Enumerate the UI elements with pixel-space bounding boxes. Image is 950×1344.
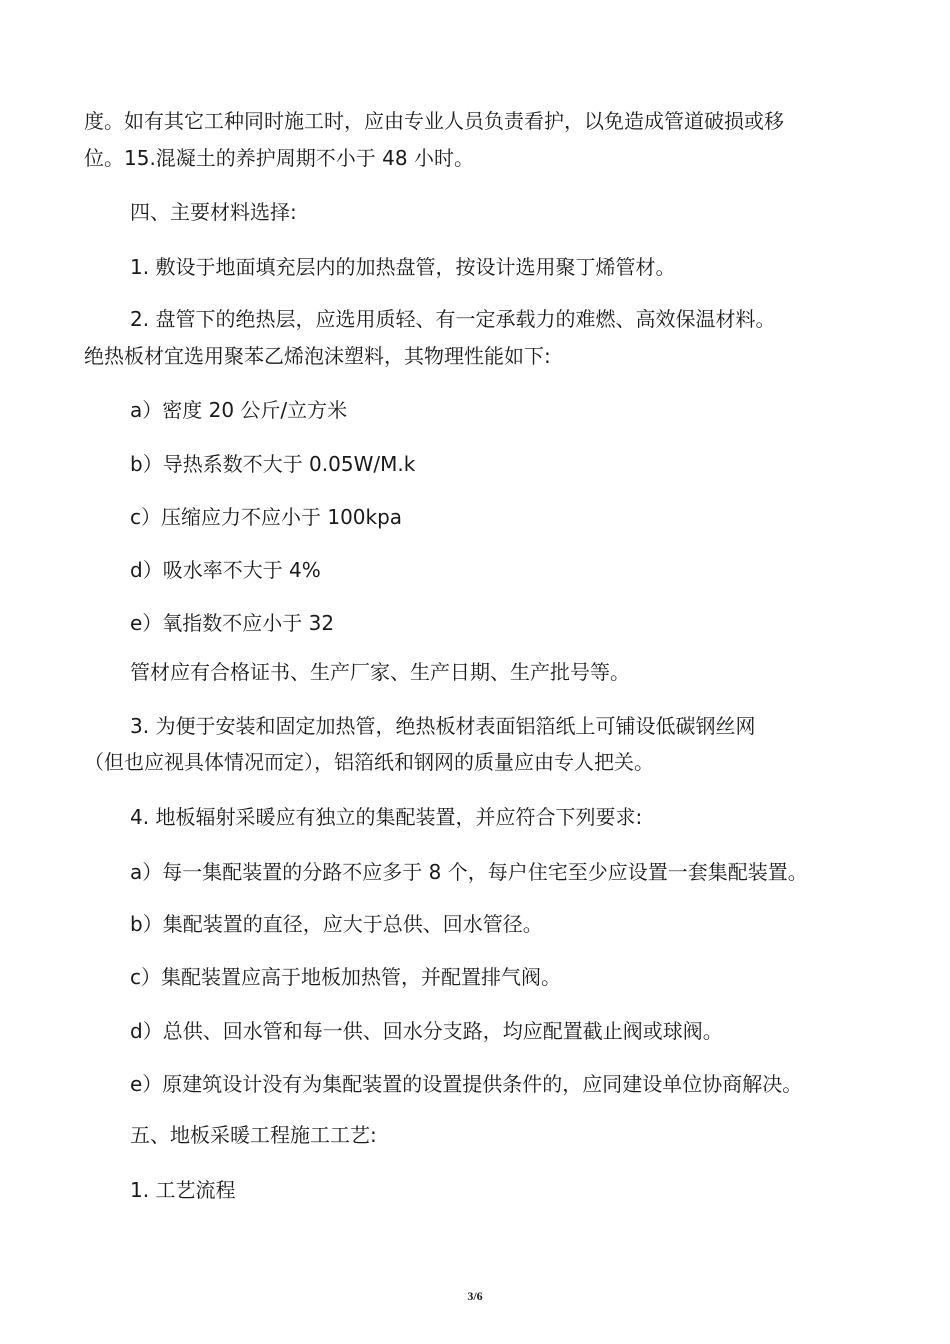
list-item: b）导热系数不大于 0.05W/M.k: [130, 452, 416, 476]
list-item: 1. 工艺流程: [130, 1178, 236, 1202]
list-item: c）集配装置应高于地板加热管，并配置排气阀。: [130, 965, 561, 989]
paragraph-line: （但也应视具体情况而定），铝箔纸和钢网的质量应由专人把关。: [84, 750, 654, 774]
list-item: 4. 地板辐射采暖应有独立的集配装置，并应符合下列要求:: [130, 805, 643, 829]
list-item: 2. 盘管下的绝热层，应选用质轻、有一定承载力的难燃、高效保温材料。: [130, 307, 776, 331]
section-heading: 五、地板采暖工程施工工艺:: [130, 1123, 377, 1147]
paragraph-line: 管材应有合格证书、生产厂家、生产日期、生产批号等。: [130, 660, 630, 684]
list-item: b）集配装置的直径，应大于总供、回水管径。: [130, 912, 543, 936]
list-item: 3. 为便于安装和固定加热管，绝热板材表面铝箔纸上可铺设低碳钢丝网: [130, 714, 756, 738]
list-item: c）压缩应力不应小于 100kpa: [130, 505, 403, 529]
paragraph-line: 位。15.混凝土的养护周期不小于 48 小时。: [84, 146, 474, 170]
list-item: a）每一集配装置的分路不应多于 8 个，每户住宅至少应设置一套集配装置。: [130, 860, 808, 884]
list-item: d）总供、回水管和每一供、回水分支路，均应配置截止阀或球阀。: [130, 1019, 723, 1043]
list-item: e）原建筑设计没有为集配装置的设置提供条件的，应同建设单位协商解决。: [130, 1072, 803, 1096]
list-item: a）密度 20 公斤/立方米: [130, 398, 348, 422]
section-heading: 四、主要材料选择:: [130, 200, 297, 224]
paragraph-line: 绝热板材宜选用聚苯乙烯泡沫塑料，其物理性能如下:: [84, 344, 551, 368]
list-item: d）吸水率不大于 4%: [130, 558, 321, 582]
list-item: 1. 敷设于地面填充层内的加热盘管，按设计选用聚丁烯管材。: [130, 255, 676, 279]
paragraph-line: 度。如有其它工种同时施工时，应由专业人员负责看护，以免造成管道破损或移: [84, 109, 784, 133]
page-number: 3/6: [467, 1289, 483, 1303]
list-item: e）氧指数不应小于 32: [130, 611, 335, 635]
